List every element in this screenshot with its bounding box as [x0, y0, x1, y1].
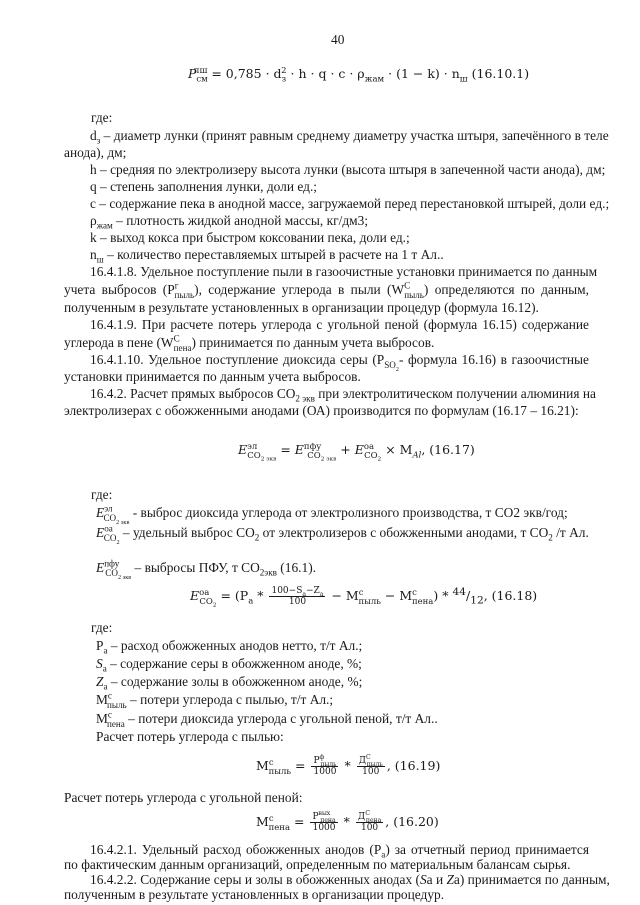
para-16-4-2-line1: 16.4.2. Расчет прямых выбросов $CO_{2 экв}$ при электролитическом получении алюминия на: [90, 386, 596, 404]
formula-16-19: $M^c_{пыль}$ = $\frac{P^ф_{пыль}}{1000}$ * $\frac{Д^С_{пыль}}{100}$ , (16.19): [256, 754, 441, 777]
fraction-p-dust: $\frac{P^ф_{пыль}}{1000}$: [313, 754, 337, 777]
def-rho: $\rho_{жам}$ – плотность жидкой анодной массы, кг/дм3;: [90, 213, 369, 231]
formula-16-20: $M^c_{пена}$ = $\frac{P^{вых}_{пена}}{1000}$ * $\frac{Д^С_{пена}}{100}$ , (16.20): [256, 810, 439, 833]
fraction-d-foam: $\frac{Д^С_{пена}}{100}$: [357, 810, 382, 833]
def-q: q – степень заполнения лунки, доли ед.;: [90, 179, 318, 194]
formula-16-18: $E^{оа}_{CO_2} = (P_a$ * $\frac{100-S_a-Z_a}{100}$ − $M^c_{пыль} - M^c_{пена}) * ^{44}/_{12}$, (16.18): [190, 584, 538, 609]
def-m-dust: $M^c_{пыль}$ – потери углерода с пылью, т/т Ал.;: [96, 690, 334, 710]
def-e-oa: $E^{оа}_{CO_2}$ – удельный выброс $CO_2$ от электролизеров с обожженными анодами, т $CO_2$ /т Ал.: [96, 523, 589, 546]
para-16-4-1-8-line1: 16.4.1.8. Удельное поступление пыли в газоочистные установки принимается по данным: [90, 264, 598, 279]
def-h: h – средняя по электролизеру высота лунки (высота штыря в запеченной части анода), дм;: [90, 162, 606, 177]
para-16-4-2-2-line1: 16.4.2.2. Содержание серы и золы в обожженных анодах (Sа и Zа) принимается по данным,: [90, 872, 610, 887]
def-d-cont: анода), дм;: [64, 145, 127, 160]
para-16-4-1-10-line1: 16.4.1.10. Удельное поступление диоксида серы ($P_{SO_2}-$ формула 16.16) в газоочистные: [90, 352, 590, 373]
where-label-3: где:: [91, 620, 113, 635]
para-16-4-2-1-line1: 16.4.2.1. Удельный расход обожженных анодов $(P_a)$ за отчетный период принимается: [90, 842, 590, 860]
page-number: 40: [331, 32, 345, 47]
para-16-4-1-8-line3: полученным в результате установленных в организации процедур (формула 16.12).: [64, 300, 539, 315]
where-label: где:: [91, 110, 113, 125]
def-c: c – содержание пека в анодной массе, загружаемой перед перестановкой штырей, доли ед.;: [90, 196, 610, 211]
formula-16-17: $E^{эл}_{CO_{2 экв}} = E^{пфу}_{CO_{2 экв}} + E^{оа}_{CO_2} \times M_{Al}$, (16.17): [238, 441, 475, 463]
para-16-4-2-1-line2: по фактическим данным организаций, определенным по материальным балансам сырья.: [64, 857, 571, 872]
para-16-4-2-line2: электролизерах с обожженными анодами (ОА) производится по формулам (16.17 – 16.21):: [64, 403, 579, 418]
def-sa: $S_a$ – содержание серы в обожженном аноде, %;: [96, 656, 362, 674]
para-16-4-1-9-line1: 16.4.1.9. При расчете потерь углерода с угольной пеной (формула 16.15) содержание: [90, 317, 589, 332]
def-e-el: $E^{эл}_{CO_{2 экв}}$ - выброс диоксида углерода от электролизного производства, т CO2 экв/год;: [96, 503, 568, 526]
para-16-4-2-2-line2: полученным в результате установленных в организации процедур.: [64, 887, 445, 902]
fraction-d-dust: $\frac{Д^С_{пыль}}{100}$: [358, 754, 383, 777]
def-m-foam: $M^c_{пена}$ – потери диоксида углерода с угольной пеной, т/т Ал..: [96, 709, 438, 729]
def-pa: $P_a$ – расход обожженных анодов нетто, т/т Ал.;: [96, 638, 363, 656]
def-n: $n_ш$ – количество переставляемых штырей в расчете на 1 т Ал..: [90, 247, 444, 265]
def-e-pfu: $E^{пфу}_{CO_{2 экв}}$ – выбросы ПФУ, т $CO_{2экв}$ (16.1).: [96, 558, 317, 581]
calc-dust-heading: Расчет потерь углерода с пылью:: [96, 729, 284, 744]
def-za: $Z_a$ – содержание золы в обожженном аноде, %;: [96, 674, 363, 692]
def-k: k – выход кокса при быстром коксовании пека, доли ед.;: [90, 230, 410, 245]
formula-16-10-1: $P_{см}^{пш} = 0,785 \cdot d_з^2 \cdot h \cdot q \cdot c \cdot \rho_{жам} \cdot (1 - k) \cdot n_ш$ (16.10.1): [188, 65, 530, 85]
para-16-4-1-10-line2: установки принимается по данным учета выбросов.: [64, 369, 361, 384]
where-label-2: где:: [91, 487, 113, 502]
calc-foam-heading: Расчет потерь углерода с угольной пеной:: [64, 790, 303, 805]
para-16-4-1-9-line2: углерода в пене $(W^С_{пена})$ принимается по данным учета выбросов.: [64, 333, 435, 353]
fraction-100-sa-za: $\frac{100-S_a-Z_a}{100}$: [271, 586, 324, 607]
fraction-p-foam: $\frac{P^{вых}_{пена}}{1000}$: [312, 810, 336, 833]
def-d: $d_з$ – диаметр лунки (принят равным среднему диаметру участка штыря, запечённого в теле: [90, 128, 609, 146]
para-16-4-1-8-line2: учета выбросов $(P^г_{пыль})$, содержание углерода в пыли $(W^С_{пыль})$ определяются по данным,: [64, 280, 589, 300]
